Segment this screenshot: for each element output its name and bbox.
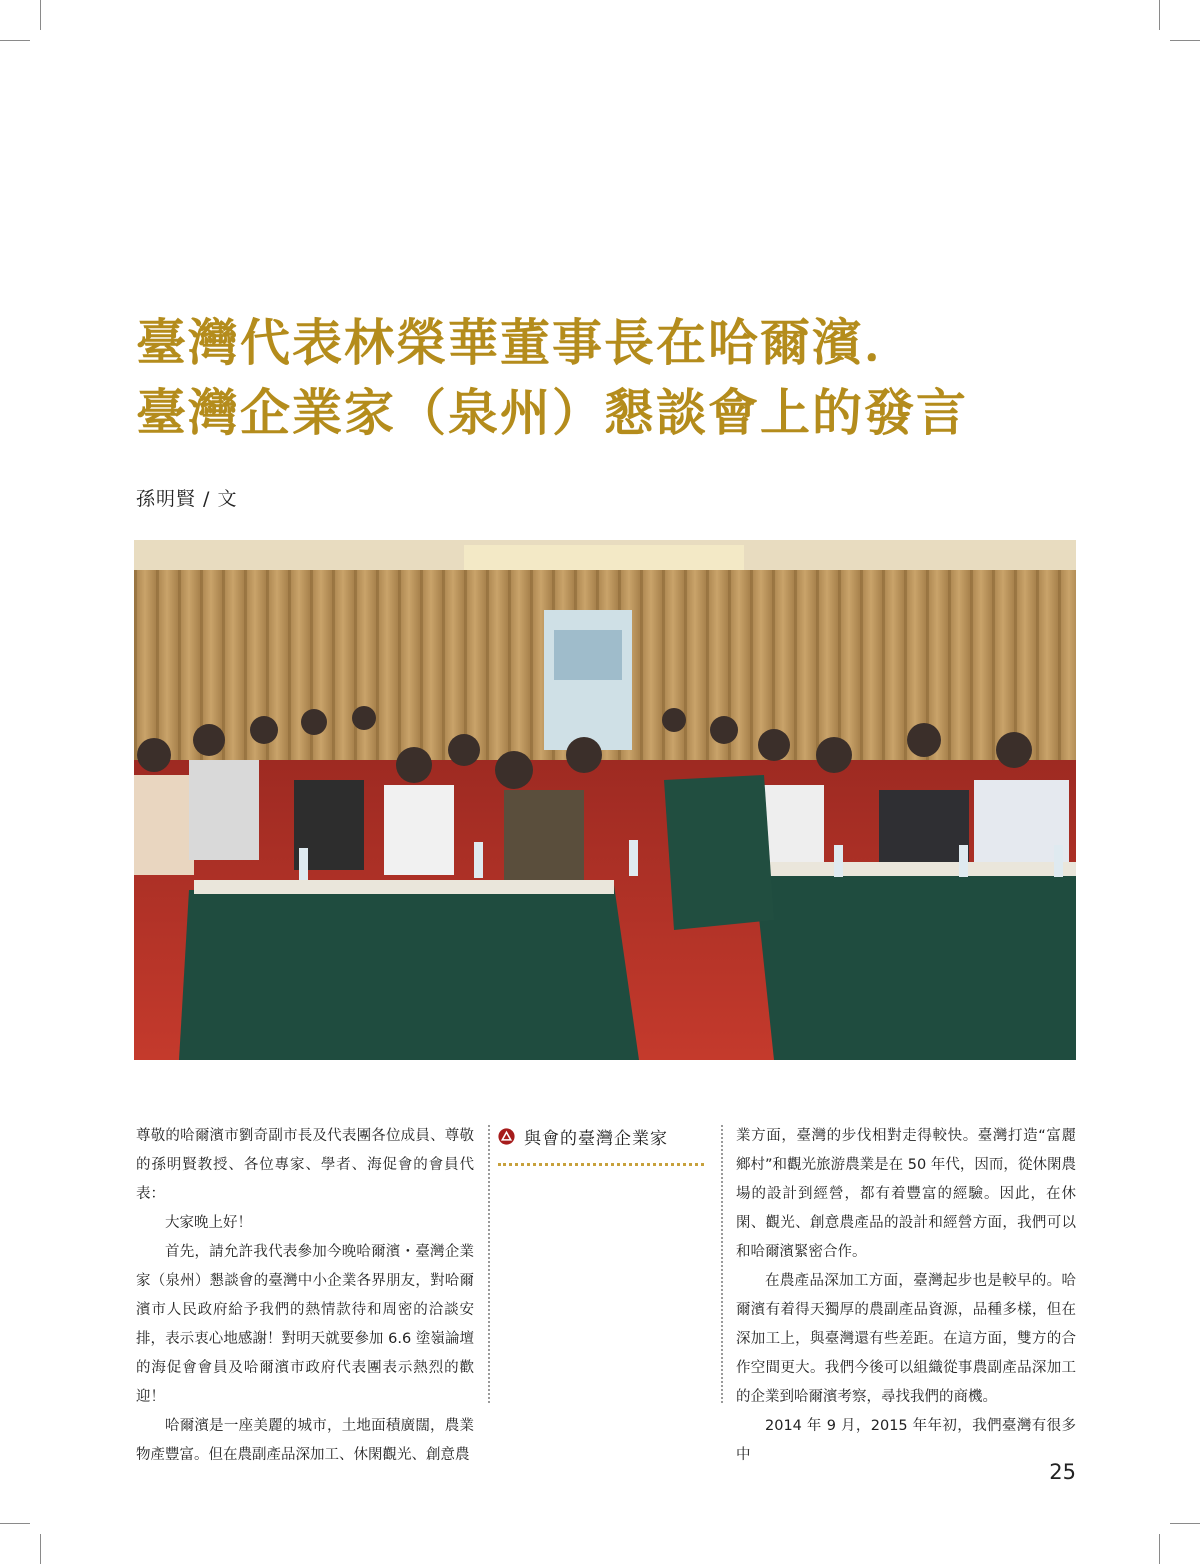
title-line-1: 臺灣代表林榮華董事長在哈爾濱． (136, 314, 916, 372)
caption-text: 與會的臺灣企業家 (524, 1129, 668, 1149)
crop-mark (1170, 1523, 1200, 1524)
photo-caption (498, 1124, 704, 1166)
paragraph: 在農產品深加工方面，臺灣起步也是較早的。哈爾濱有着得天獨厚的農副產品資源，品種多樣，但在深加工上，與臺灣還有些差距。在這方面，雙方的合作空間更大。我們今後可以組織從事農副產品深加工的企業到哈爾濱考察，尋找我們的商機。 (736, 1273, 1076, 1405)
crop-mark (1159, 0, 1160, 30)
body-column-1 (136, 1122, 474, 1470)
crop-mark (0, 1523, 30, 1524)
meeting-photo (134, 540, 1076, 1060)
paragraph: 尊敬的哈爾濱市劉奇副市長及代表團各位成員、尊敬的孫明賢教授、各位專家、學者、海促會的會員代表： (136, 1128, 474, 1202)
title-line-2: 臺灣企業家（泉州）懇談會上的發言 (136, 384, 968, 442)
triangle-badge-icon (498, 1128, 515, 1145)
byline: 孫明賢 / 文 (136, 488, 238, 510)
paragraph: 哈爾濱是一座美麗的城市，土地面積廣闊，農業物產豐富。但在農副產品深加工、休閑觀光、創意農 (136, 1418, 474, 1463)
paragraph: 大家晚上好！ (165, 1215, 252, 1231)
caption-dotted-rule (498, 1163, 704, 1166)
body-column-3 (736, 1122, 1076, 1470)
paragraph: 2014 年 9 月，2015 年年初，我們臺灣有很多中 (736, 1418, 1076, 1463)
meeting-photo-illustration (134, 540, 1076, 1060)
crop-mark (0, 40, 30, 41)
column-divider (721, 1125, 723, 1403)
crop-mark (40, 0, 41, 30)
crop-mark (40, 1534, 41, 1564)
column-divider (488, 1125, 490, 1403)
crop-mark (1170, 40, 1200, 41)
article-title (136, 308, 1076, 448)
page-number: 25 (1049, 1460, 1076, 1484)
crop-mark (1159, 1534, 1160, 1564)
paragraph: 首先，請允許我代表參加今晚哈爾濱・臺灣企業家（泉州）懇談會的臺灣中小企業各界朋友，對哈爾濱市人民政府給予我們的熱情款待和周密的洽談安排，表示衷心地感謝！對明天就要參加 6.6 塗嶺論壇的海促會會員及哈爾濱市政府代表團表示熱烈的歡迎！ (136, 1244, 474, 1405)
paragraph: 業方面，臺灣的步伐相對走得較快。臺灣打造“富麗鄉村”和觀光旅游農業是在 50 年代，因而，從休閑農場的設計到經營，都有着豐富的經驗。因此，在休閑、觀光、創意農產品的設計和經營方面，我們可以和哈爾濱緊密合作。 (736, 1128, 1076, 1260)
